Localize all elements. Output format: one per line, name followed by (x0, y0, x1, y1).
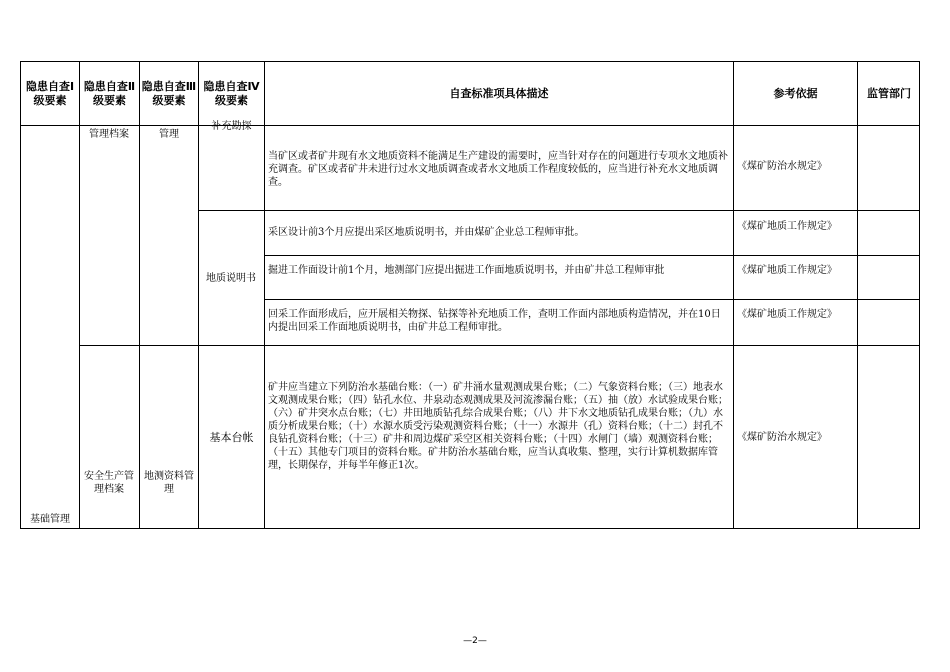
border-bottom (20, 528, 920, 529)
section1-row4-desc: 回采工作面形成后，应开展相关物探、钻探等补充地质工作，查明工作面内部地质构造情况，并在10日内提出回采工作面地质说明书，由矿井总工程师审批。 (268, 309, 721, 333)
section2-level3: 地测资料管理 (144, 471, 194, 495)
section1-row2-desc: 采区设计前3个月应提出采区地质说明书，并由煤矿企业总工程师审批。 (268, 227, 585, 238)
header-department-text: 监管部门 (867, 86, 911, 100)
section1-level3: 管理 (159, 129, 179, 140)
col-line-3 (198, 61, 199, 529)
section2-level4: 基本台帐 (209, 431, 254, 444)
section1-level4-top: 补充勘探 (211, 121, 252, 132)
header-level1 (22, 62, 78, 125)
row-line-3 (264, 299, 920, 300)
col-line-1 (79, 61, 80, 529)
section1-row3-desc: 掘进工作面设计前1个月，地测部门应提出掘进工作面地质说明书，并由矿井总工程师审批 (268, 265, 665, 276)
section1-level2: 管理档案 (89, 129, 129, 140)
header-level4 (200, 62, 263, 125)
header-level2 (81, 62, 138, 125)
section2-level2: 安全生产管理档案 (84, 471, 134, 495)
section1-row1-ref: 《煤矿防治水规定》 (737, 161, 827, 172)
col-line-4 (264, 61, 265, 529)
header-level3-text: 隐患自查Ⅲ级要素 (141, 79, 197, 107)
section1-row2-ref: 《煤矿地质工作规定》 (737, 221, 837, 232)
header-level4-text: 隐患自查Ⅳ级要素 (203, 79, 260, 107)
col-line-2 (139, 61, 140, 529)
section1-row3-ref: 《煤矿地质工作规定》 (737, 265, 837, 276)
header-description-text: 自查标准项具体描述 (449, 86, 549, 100)
header-department (859, 62, 919, 125)
section2-ref: 《煤矿防治水规定》 (737, 432, 827, 443)
section1-row1-desc: 当矿区或者矿井现有水文地质资料不能满足生产建设的需要时，应当针对存在的问题进行专项水文地质补充调查。矿区或者矿井未进行过水文地质调查或者水文地质工作程度较低的，应当进行补充水文地质调查。 (268, 151, 728, 188)
header-level1-text: 隐患自查Ⅰ级要素 (25, 79, 75, 107)
col-line-5 (733, 61, 734, 529)
section1-row4-ref: 《煤矿地质工作规定》 (737, 309, 837, 320)
header-level2-text: 隐患自查Ⅱ级要素 (83, 79, 136, 107)
col-line-6 (857, 61, 858, 529)
header-level3 (141, 62, 197, 125)
section2-level1: 基础管理 (30, 514, 70, 525)
section2-desc: 矿井应当建立下列防治水基础台账：（一）矿井涌水量观测成果台账；（二）气象资料台账；（三）地表水文观测成果台账；（四）钻孔水位、井泉动态观测成果及河流渗漏台账；（五）抽（放）水试验成果台账；（六）矿井突水点台账；（七）井田地质钻孔综合成果台账；（八）井下水文地质钻孔成果台账；（九）水质分析成果台账；（十）水源水质受污染观测资料台账；（十一）水源井（孔）资料台账；（十二）封孔不良钻孔资料台账；（十三）矿井和周边煤矿采空区相关资料台账；（十四）水闸门（墙）观测资料台账；（十五）其他专门项目的资料台账。矿井防治水基础台账，应当认真收集、整理，实行计算机数据库管理，长期保存，并每半年修正1次。 (268, 382, 728, 471)
row-line-1 (198, 210, 920, 211)
row-line-4 (79, 345, 920, 346)
col-line-7 (919, 61, 920, 529)
col-line-0 (20, 61, 21, 529)
header-reference-text: 参考依据 (773, 86, 818, 100)
header-bottom-line (20, 125, 920, 126)
header-reference (735, 62, 856, 125)
header-description (266, 62, 732, 125)
section1-level4-geo: 地质说明书 (206, 272, 256, 284)
row-line-2 (264, 255, 920, 256)
page-number: —2— (463, 636, 487, 646)
